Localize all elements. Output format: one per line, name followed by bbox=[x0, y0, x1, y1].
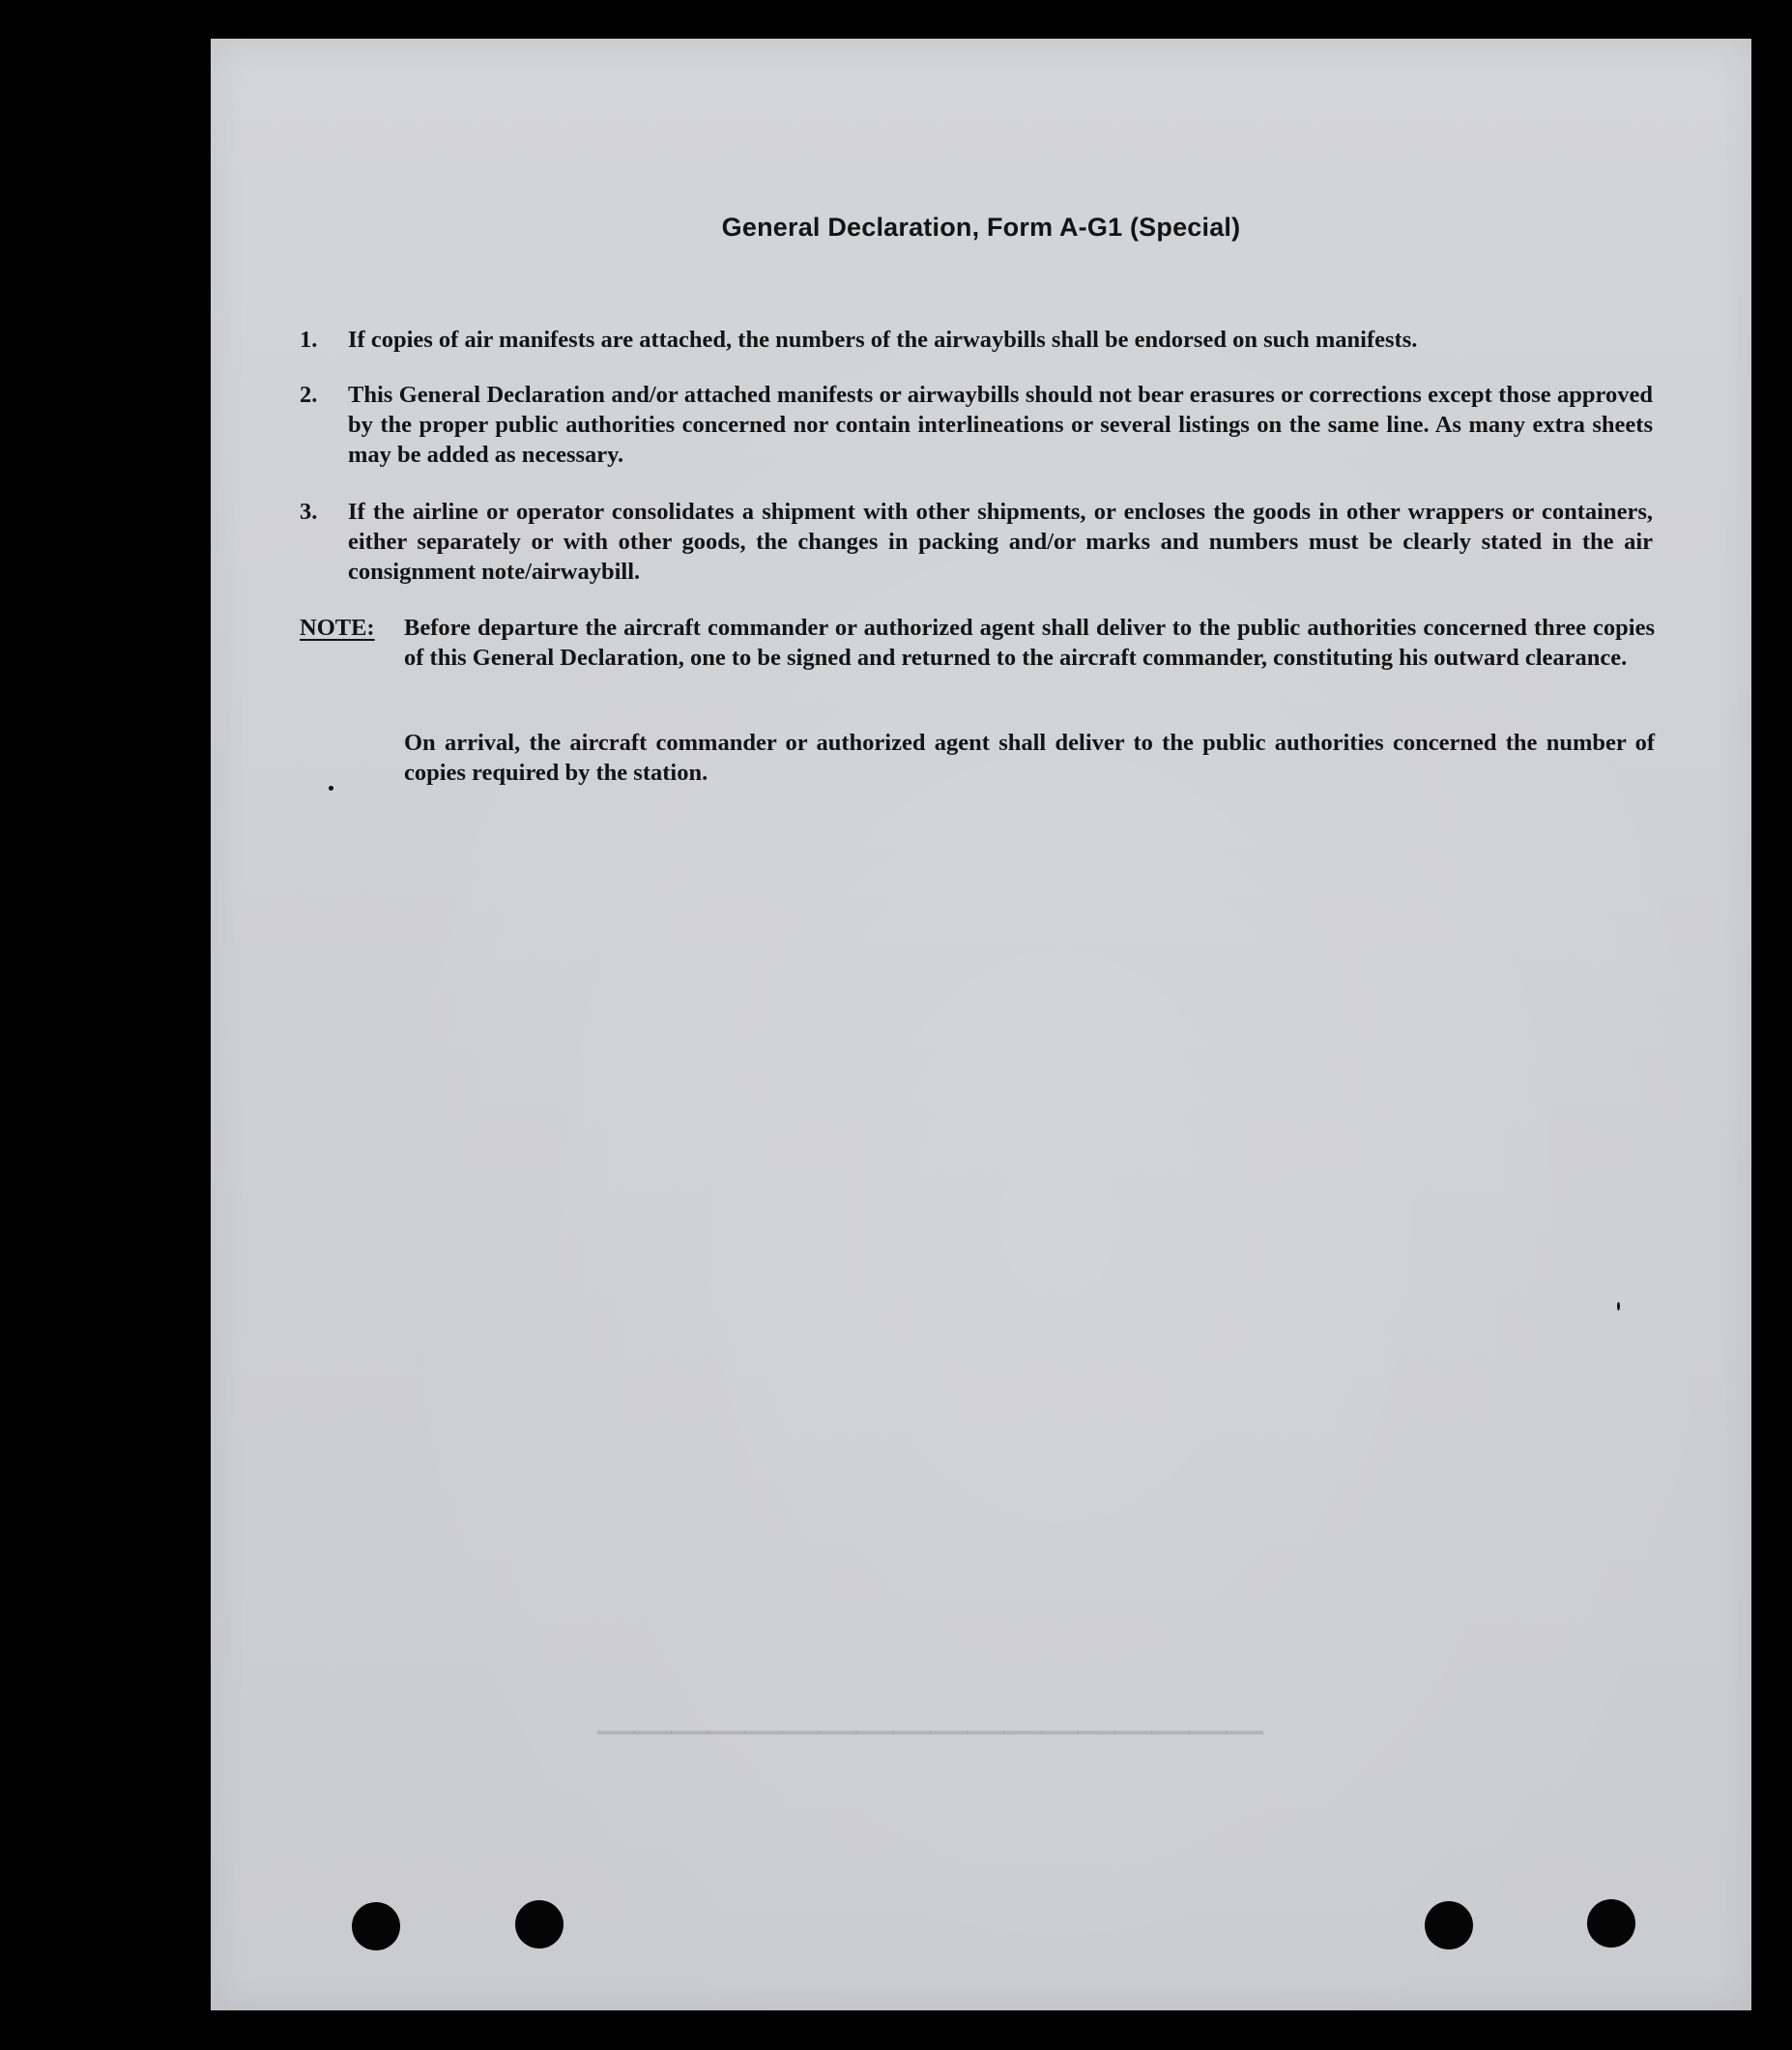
punch-hole bbox=[1425, 1901, 1473, 1949]
punch-hole bbox=[515, 1900, 564, 1949]
speck bbox=[1617, 1302, 1620, 1311]
punch-hole bbox=[352, 1902, 400, 1950]
list-item-text: If the airline or operator consolidates a shipment with other shipments, or encloses the goods in other wrappers or containers, either separately or with other goods, the changes in packing and/or marks and numbers must be clearly stated in the air consignment note/airwaybill. bbox=[348, 499, 1653, 585]
list-item-number: 1. bbox=[300, 327, 318, 353]
list-item bbox=[300, 380, 1653, 470]
note-paragraph: Before departure the aircraft commander or authorized agent shall deliver to the public authorities concerned three copies of this General Declaration, one to be signed and returned to the aircraft commander, constituting his outward clearance. bbox=[404, 615, 1655, 671]
list-item-text: If copies of air manifests are attached, the numbers of the airwaybills shall be endorsed on such manifests. bbox=[348, 327, 1418, 353]
speck bbox=[329, 786, 333, 791]
punch-hole bbox=[1587, 1899, 1635, 1948]
note-label: NOTE: bbox=[300, 615, 375, 641]
page-title: General Declaration, Form A-G1 (Special) bbox=[721, 213, 1241, 242]
list-item-number: 3. bbox=[300, 499, 318, 525]
list-item bbox=[300, 325, 1653, 355]
document-page bbox=[211, 39, 1751, 2010]
bleed-through-heading: ────────────────── bbox=[597, 1702, 1263, 1760]
list-item-number: 2. bbox=[300, 382, 318, 408]
note-paragraph: On arrival, the aircraft commander or authorized agent shall deliver to the public authorities concerned the number of copies required by the station. bbox=[404, 730, 1655, 786]
list-item bbox=[300, 497, 1653, 587]
list-item-text: This General Declaration and/or attached manifests or airwaybills should not bear erasures or corrections except those approved by the proper public authorities concerned nor contain interlineations or several listings on the same line. As many extra sheets may be added as necessary. bbox=[348, 382, 1653, 468]
